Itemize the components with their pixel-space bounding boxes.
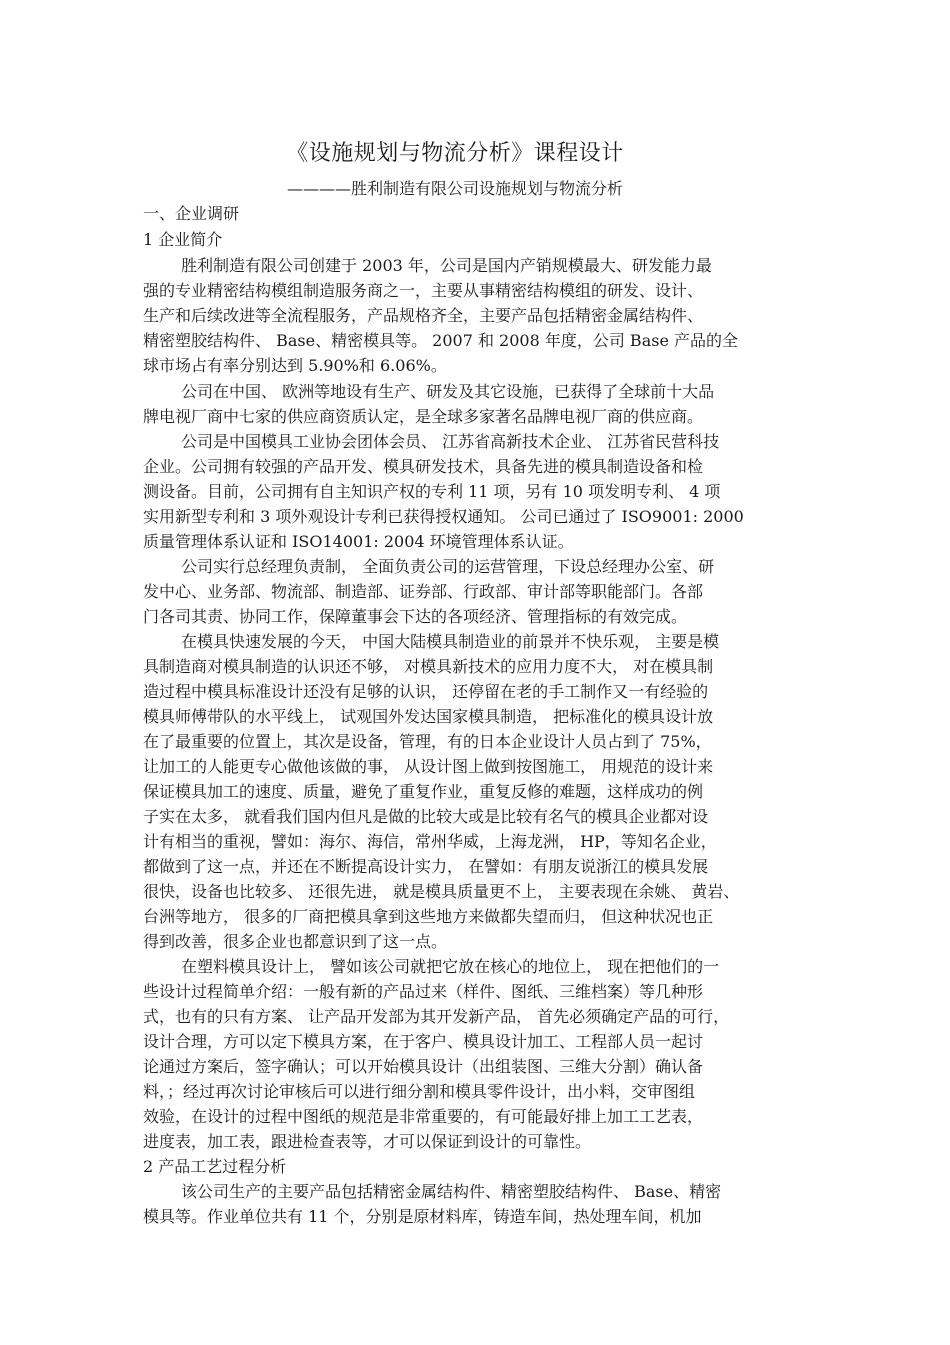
section-heading: 一、企业调研 (143, 204, 240, 223)
paragraph-line: 效验，在设计的过程中图纸的规范是非常重要的，有可能最好排上加工工艺表， (143, 1107, 704, 1126)
paragraph-line: 些设计过程简单介绍：一般有新的产品过来（样件、图纸、三维档案）等几种形 (143, 982, 704, 1001)
paragraph-line: 料，；经过再次讨论审核后可以进行细分割和模具零件设计，出小料，交审图组 (143, 1082, 696, 1101)
paragraph-line: 球市场占有率分别达到 5.90%和 6.06%。 (143, 356, 447, 375)
paragraph-line: 造过程中模具标准设计还没有足够的认识， 还停留在老的手工制作又一有经验的 (143, 682, 709, 701)
paragraph-line: 模具等。作业单位共有 11 个，分别是原材料库，铸造车间，热处理车间，机加 (143, 1207, 702, 1226)
document-subtitle: ————胜利制造有限公司设施规划与物流分析 (286, 179, 623, 198)
paragraph-line: 模具师傅带队的水平线上， 试观国外发达国家模具制造， 把标准化的模具设计放 (143, 707, 714, 726)
paragraph-line: 台洲等地方， 很多的厂商把模具拿到这些地方来做都失望而归， 但这种状况也正 (143, 907, 714, 926)
paragraph-line: 测设备。目前，公司拥有自主知识产权的专利 11 项，另有 10 项发明专利、 4 项 (143, 482, 721, 501)
subsection-heading: 1 企业简介 (143, 230, 223, 249)
document-title: 《设施规划与物流分析》课程设计 (286, 141, 624, 166)
paragraph-line: 论通过方案后，签字确认；可以开始模具设计（出组装图、三维大分割）确认备 (143, 1057, 704, 1076)
paragraph-line: 计有相当的重视，譬如：海尔、海信，常州华威，上海龙洲， HP，等知名企业， (143, 832, 717, 851)
paragraph-line: 发中心、业务部、物流部、制造部、证券部、行政部、审计部等职能部门。各部 (143, 582, 704, 601)
paragraph-line: 让加工的人能更专心做他该做的事， 从设计图上做到按图施工， 用规范的设计来 (143, 757, 714, 776)
paragraph-line: 在了最重要的位置上，其次是设备，管理，有的日本企业设计人员占到了 75%， (143, 732, 712, 751)
paragraph-line: 质量管理体系认证和 ISO14001: 2004 环境管理体系认证。 (143, 532, 574, 551)
paragraph-line: 很快，设备也比较多、 还很先进， 就是模具质量更不上， 主要表现在余姚、 黄岩、 (143, 882, 740, 901)
paragraph-line: 在塑料模具设计上， 譬如该公司就把它放在核心的地位上， 现在把他们的一 (181, 957, 720, 976)
paragraph-line: 强的专业精密结构模组制造服务商之一，主要从事精密结构模组的研发、设计、 (143, 281, 704, 300)
paragraph-line: 保证模具加工的速度、质量，避免了重复作业，重复反修的难题，这样成功的例 (143, 782, 704, 801)
subsection-heading: 2 产品工艺过程分析 (143, 1157, 287, 1176)
paragraph-line: 在模具快速发展的今天， 中国大陆模具制造业的前景并不快乐观， 主要是模 (181, 632, 720, 651)
paragraph-line: 胜利制造有限公司创建于 2003 年，公司是国内产销规模最大、研发能力最 (181, 256, 712, 275)
paragraph-line: 得到改善，很多企业也都意识到了这一点。 (143, 932, 448, 951)
paragraph-line: 子实在太多， 就看我们国内但凡是做的比较大或是比较有名气的模具企业都对设 (143, 807, 709, 826)
paragraph-line: 都做到了这一点，并还在不断提高设计实力， 在譬如：有朋友说浙江的模具发展 (143, 857, 709, 876)
paragraph-line: 生产和后续改进等全流程服务，产品规格齐全，主要产品包括精密金属结构件、 (143, 306, 704, 325)
paragraph-line: 具制造商对模具制造的认识还不够， 对模具新技术的应用力度不大， 对在模具制 (143, 657, 714, 676)
paragraph-line: 进度表，加工表，跟进检查表等，才可以保证到设计的可靠性。 (143, 1132, 592, 1151)
paragraph-line: 实用新型专利和 3 项外观设计专利已获得授权通知。 公司已通过了 ISO9001: 2000 (143, 507, 744, 526)
paragraph-line: 设计合理，方可以定下模具方案，在于客户、模具设计加工、工程部人员一起讨 (143, 1032, 704, 1051)
paragraph-line: 精密塑胶结构件、 Base、精密模具等。 2007 和 2008 年度，公司 Base 产品的全 (143, 331, 738, 350)
paragraph-line: 企业。公司拥有较强的产品开发、模具研发技术，具备先进的模具制造设备和检 (143, 457, 704, 476)
paragraph-line: 门各司其责、协同工作，保障董事会下达的各项经济、管理指标的有效完成。 (143, 607, 688, 626)
paragraph-line: 公司实行总经理负责制， 全面负责公司的运营管理，下设总经理办公室、研 (181, 557, 715, 576)
paragraph-line: 公司在中国、 欧洲等地设有生产、研发及其它设施，已获得了全球前十大品 (181, 382, 715, 401)
paragraph-line: 公司是中国模具工业协会团体会员、 江苏省高新技术企业、 江苏省民营科技 (181, 432, 720, 451)
paragraph-line: 牌电视厂商中七家的供应商资质认定，是全球多家著名品牌电视厂商的供应商。 (143, 407, 704, 426)
paragraph-line: 该公司生产的主要产品包括精密金属结构件、精密塑胶结构件、 Base、精密 (181, 1182, 722, 1201)
paragraph-line: 式，也有的只有方案、 让产品开发部为其开发新产品， 首先必须确定产品的可行， (143, 1007, 730, 1026)
